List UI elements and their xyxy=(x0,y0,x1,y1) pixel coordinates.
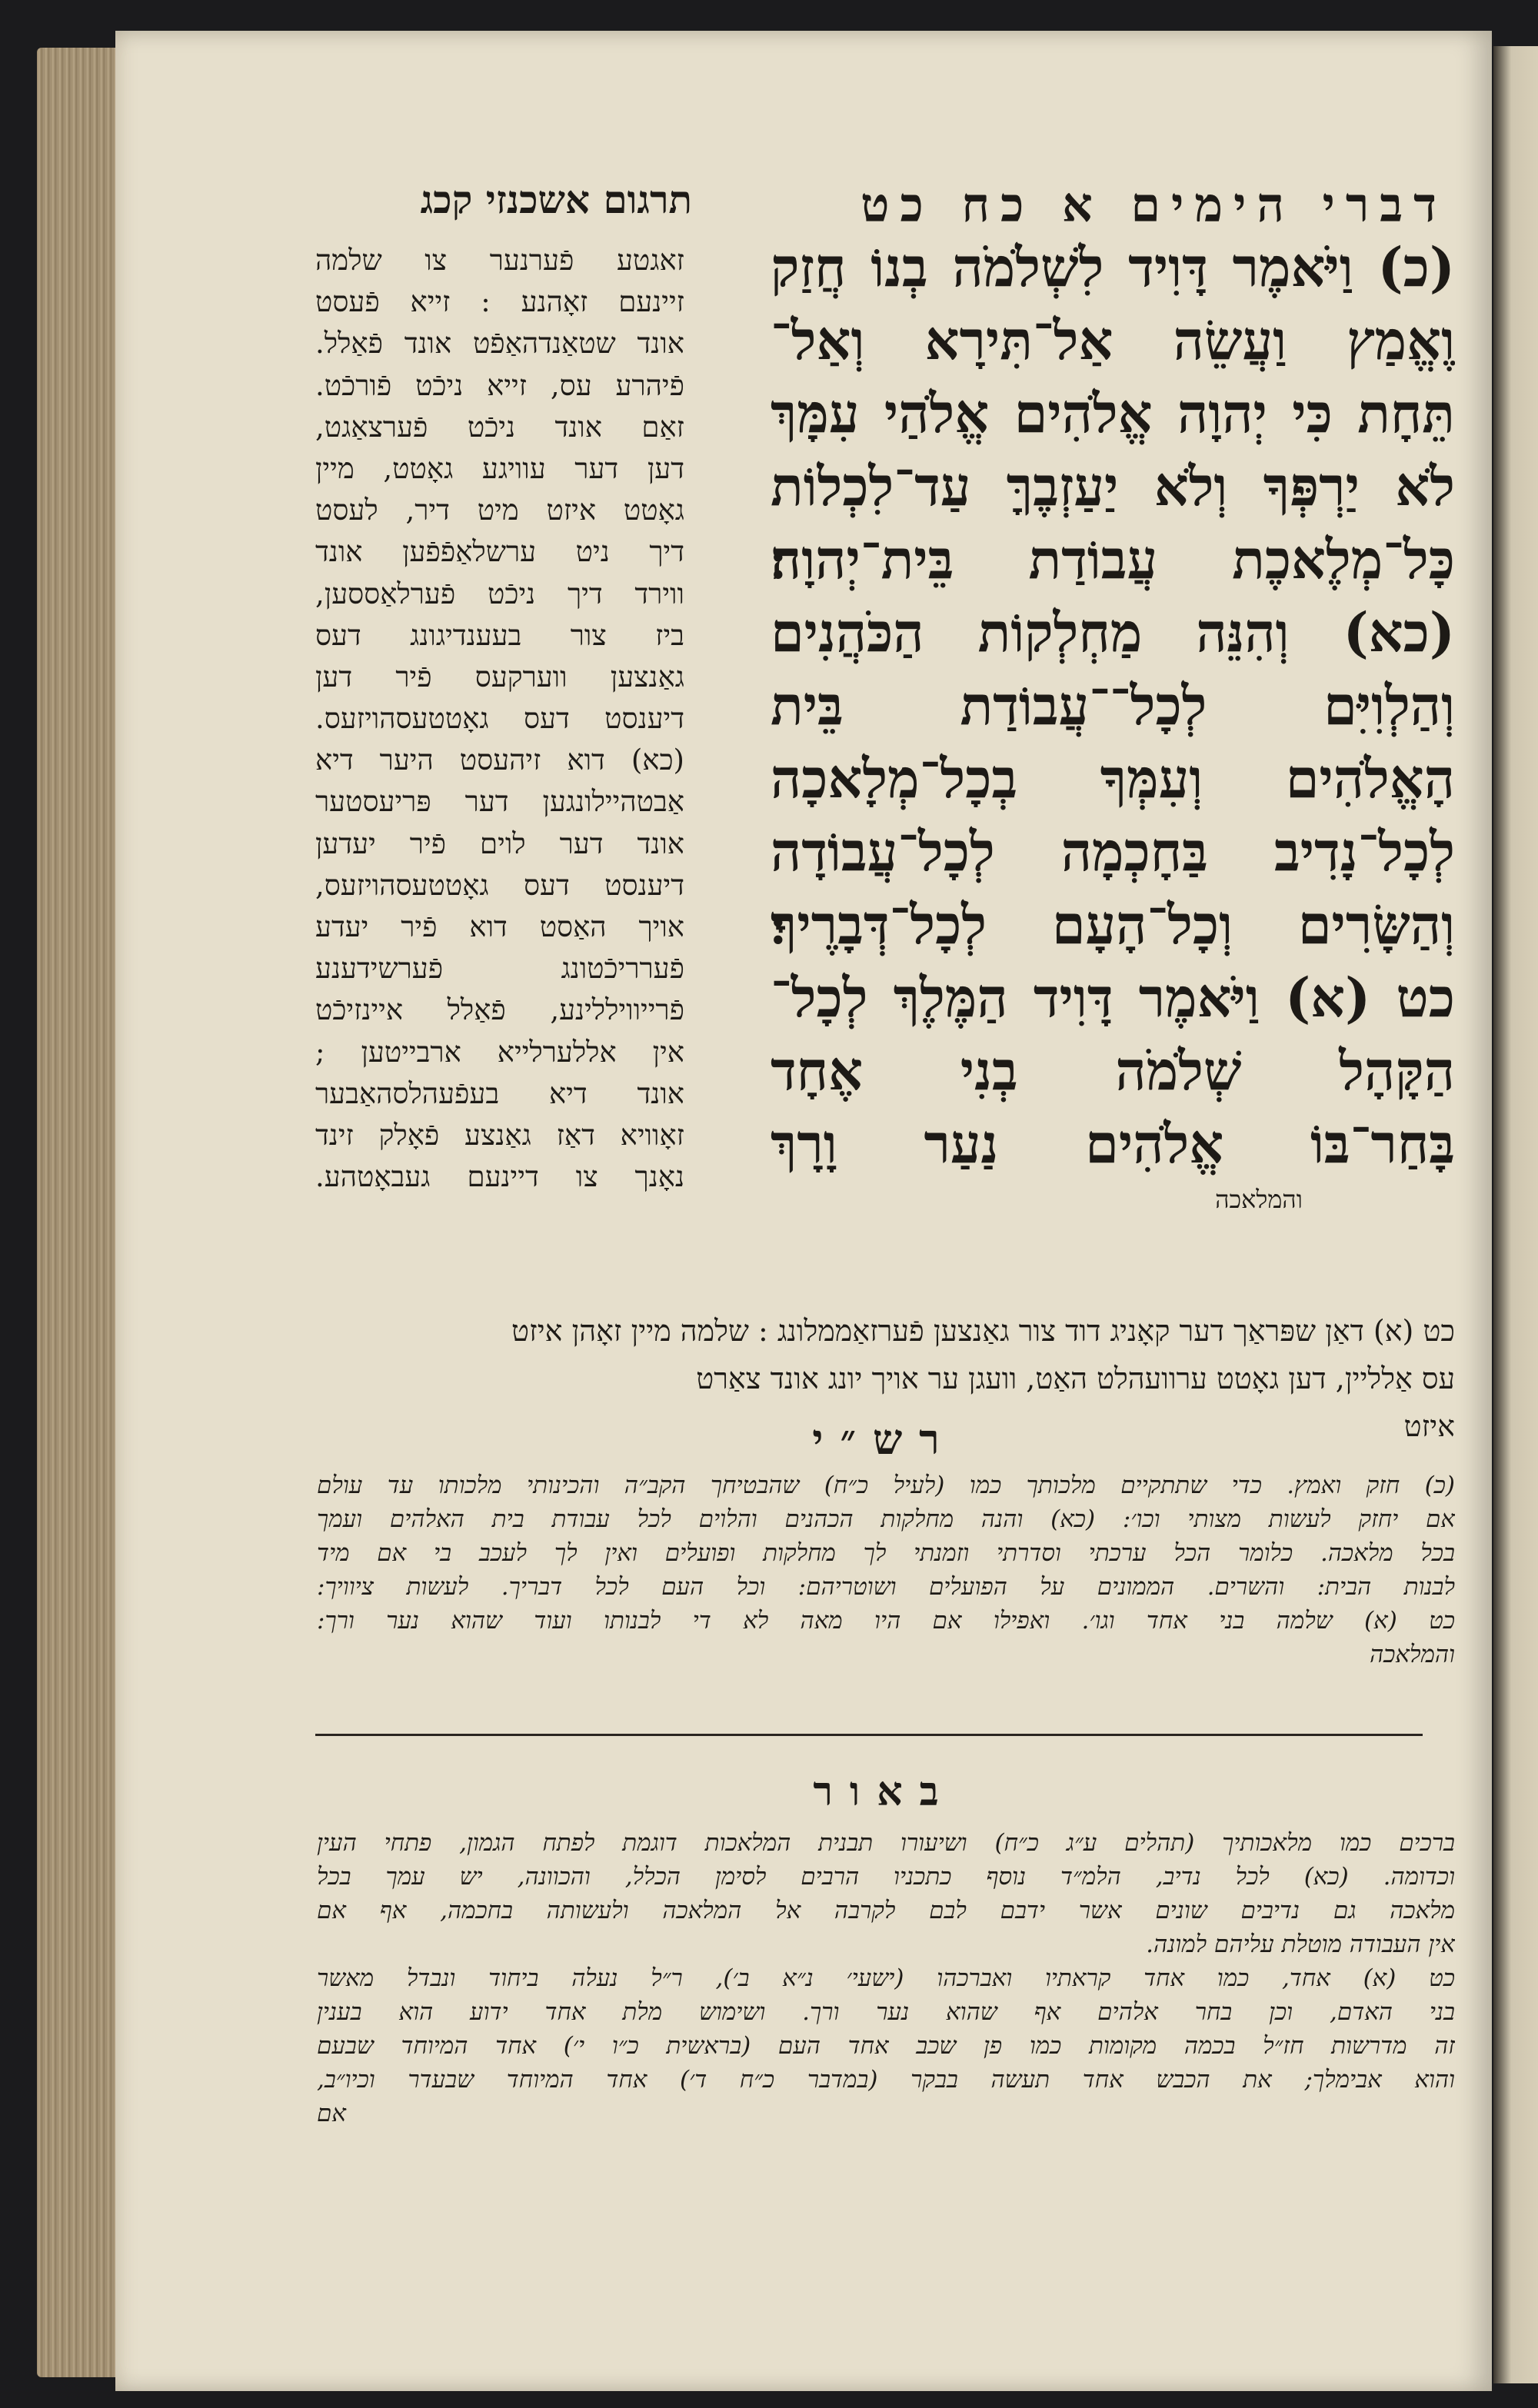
summary-line: עס אַלליין, דען גאָטט ערוועהלט האַט, וועגן ער אויך יונג אונד צאַרט xyxy=(696,1362,1455,1395)
rashi-line: והמלאכה xyxy=(1370,1641,1455,1668)
translation-line: זיינעם זאָהנע : זייא פֿעסט xyxy=(315,285,684,319)
translation-line: זאַם אונד ניכֿט פֿערצאַגט, xyxy=(315,410,684,444)
rashi-commentary xyxy=(317,1468,1455,1671)
biur-commentary xyxy=(317,1826,1455,2130)
translation-line: דיענסט דעס גאָטטעסהויזעס, xyxy=(315,868,684,902)
rashi-line: לבנות הבית: והשרים. הממונים על הפועלים ושוטריהם: וכל העם לכל דבריך. לעשות ציוויך: xyxy=(317,1573,1455,1601)
translation-line: דען דער עוויגע גאָטט, מיין xyxy=(315,451,684,485)
main-line: לֹא יַרְפְּךָ וְלֹא יַעַזְבֶךָּ עַד־לִכְלוֹת xyxy=(771,454,1455,518)
translation-line: זאגטע פֿערנער צו שלמה xyxy=(315,244,684,277)
translation-line: פֿיהרע עס, זייא ניכֿט פֿורכֿט. xyxy=(315,368,684,402)
biur-line: בני האדם, וכן בחר אלהים אף שהוא נער ורך. ושימוש מלת אחד ידוע הוא בענין xyxy=(317,1998,1455,2026)
main-line: הַקָּהָל שְׁלֹמֹה בְנִי אֶחָד xyxy=(771,1039,1455,1103)
running-header-main: דברי הימים א כח כט xyxy=(861,177,1447,233)
translation-line: אונד שטאַנדהאַפֿט אונד פֿאַלל. xyxy=(315,327,684,361)
rashi-line: בכל מלאכה. כלומר הכל ערכתי וסדרתי וזמנתי לך מחלקות ופועלים ואין לך לעכב בי אם מיד xyxy=(317,1539,1455,1567)
rashi-line: (כ) חזק ואמץ. כדי שתתקיים מלכותך כמו (לעיל כ״ח) שהבטיחך הקב״ה והכינותי מלכותו עד עולם xyxy=(317,1472,1455,1499)
rashi-line: כט (א) שלמה בני אחד וגו׳. ואפילו אם היו מאה לא די לבנותו ועוד שהוא נער ורך: xyxy=(317,1607,1455,1635)
translation-line: אין אללערלייא ארבייטען ; xyxy=(315,1035,684,1069)
main-line: וֶאֱמַץ וַעֲשֵׂה אַל־תִּירָא וְאַל־ xyxy=(771,308,1455,372)
translation-line: גאָטט איזט מיט דיר, לעסט xyxy=(315,494,684,527)
translation-line: נאָנך צו דיינעם געבאָטהע. xyxy=(315,1160,684,1194)
biur-line: זה מדרשות חז״ל בכמה מקומות כמו פן שכב אחד העם (בראשית כ״ו י׳) אחד המיוחד שבעם xyxy=(317,2032,1455,2060)
translation-line: אונד דיא בעפֿעהלסהאַבער xyxy=(315,1076,684,1110)
biur-line: אין העבודה מוטלת עליהם למונה. xyxy=(1146,1931,1455,1958)
translation-line: פֿרייוויללינע, פֿאַלל איינזיכֿט xyxy=(315,993,684,1027)
translation-line: (כא) דוא זיהעסט היער דיא xyxy=(315,743,684,777)
rashi-heading: רש״י xyxy=(812,1415,957,1464)
translation-line: אויך האַסט דוא פֿיר יעדע xyxy=(315,910,684,943)
main-line: הָאֱלֹהִים וְעִמְּךָ בְכָל־מְלָאכָה xyxy=(771,747,1455,810)
translation-column xyxy=(315,240,684,1198)
biur-line: והוא אבימלך; את הכבש אחד תעשה בבקר (במדבר כ״ח ד׳) אחד המיוחד שבעדר וכיו״ב, xyxy=(317,2066,1455,2094)
main-line: כָּל־מְלֶאכֶת עֲבוֹדַת בֵּית־יְהוָה׃ xyxy=(771,527,1455,591)
biur-line: ברכים כמו מלאכותיך (תהלים ע״ג כ״ח) ושיעורו תבנית המלאכות דוגמת לפתח הגמון, פתחי העין xyxy=(317,1829,1455,1857)
main-line: וְהַשָּׂרִים וְכָל־הָעָם לְכָל־דְּבָרֶיךָ׃ xyxy=(771,893,1455,956)
main-line: לְכָל־נָדִיב בַּחָכְמָה לְכָל־עֲבוֹדָה xyxy=(771,820,1455,883)
main-line: (כא) וְהִנֵּה מַחְלְקוֹת הַכֹּהֲנִים xyxy=(771,600,1455,664)
biur-line: וכדומה. (כא) לכל נדיב, הלמ״ד נוסף כתכניו הרבים לסימן הכלל, והכוונה, יש עמך בכל xyxy=(317,1863,1455,1891)
running-header-translation: תרגום אשכנזי קכג xyxy=(420,177,692,222)
summary-line: כט (א) דאַן שפּראַך דער קאָניג דוד צור גאַנצען פֿערזאַממלונג : שלמה מיין זאָהן איזט xyxy=(511,1314,1455,1348)
biur-heading: באור xyxy=(813,1768,956,1815)
translation-line: ווירד דיך ניכֿט פֿערלאַססען, xyxy=(315,577,684,610)
main-line: כט (א) וַיֹּאמֶר דָּוִיד הַמֶּלֶךְ לְכָל־ xyxy=(771,966,1455,1029)
translation-line: ביז צור בעענדיגונג דעס xyxy=(315,618,684,652)
main-text-column xyxy=(771,231,1455,1219)
section-divider xyxy=(315,1734,1423,1736)
translation-line: גאַנצען ווערקעס פֿיר דען xyxy=(315,660,684,693)
translation-line: אונד דער לוים פֿיר יעדען xyxy=(315,827,684,860)
translation-line: דיך ניט ערשלאַפֿפֿען אונד xyxy=(315,535,684,569)
main-line: בָּחַר־בּוֹ אֱלֹהִים נַעַר וָרָךְ xyxy=(771,1112,1455,1176)
main-line: וְהַלְוִיִּם לְכָל־־עֲבוֹדַת בֵּית xyxy=(771,674,1455,737)
catchword: והמלאכה xyxy=(1215,1185,1303,1214)
biur-line: כט (א) אחד, כמו אחד קראתיו ואברכהו (ישעי׳ נ״א ב׳), ר״ל נעלה ביחוד ונבדל מאשר xyxy=(317,1964,1455,1992)
summary-line: איזט xyxy=(1403,1409,1455,1443)
translation-line: פֿערריכֿטונג פֿערשידענע xyxy=(315,952,684,986)
biur-line: אם xyxy=(317,2100,346,2127)
translation-line: אַבטהיילונגען דער פּריעסטער xyxy=(315,785,684,819)
main-line: תֵּחָת כִּי יְהוָה אֱלֹהִים אֱלֹהַי עִמָּךְ xyxy=(771,381,1455,445)
rashi-line: אם יחזק לעשות מצותי וכו׳: (כא) והנה מחלקות הכהנים והלוים לכל עבודת בית האלהים ועמך xyxy=(317,1505,1455,1533)
biur-line: מלאכה גם נדיבים שונים אשר ידבם לבם לקרבה אל המלאכה ולעשותה בחכמה, אף אם xyxy=(317,1897,1455,1924)
translation-line: זאָוויא דאַז גאַנצע פֿאָלק זינד xyxy=(315,1118,684,1152)
page-edge-right xyxy=(1493,46,1538,2383)
translation-line: דיענסט דעס גאָטטעסהויזעס. xyxy=(315,702,684,736)
main-line: (כ) וַיֹּאמֶר דָּוִיד לִשְׁלֹמֹה בְנוֹ חֲזַק xyxy=(771,235,1455,299)
